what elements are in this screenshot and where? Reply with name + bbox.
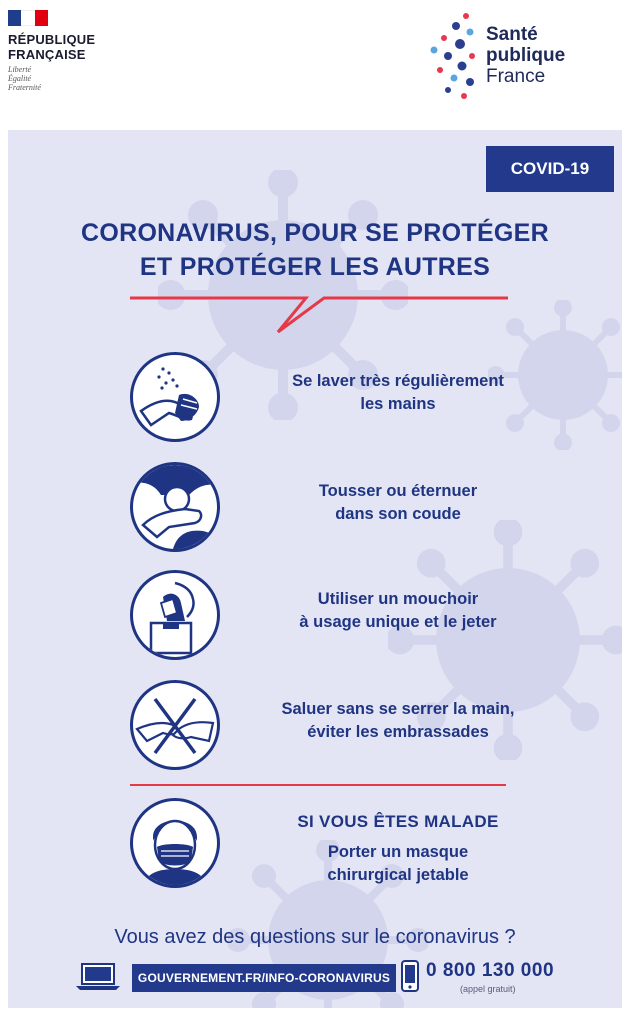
step-text: Saluer sans se serrer la main, éviter les embrassades — [281, 700, 515, 741]
header — [0, 0, 630, 125]
handwash-icon — [133, 355, 217, 439]
no-handshake-icon — [133, 683, 217, 767]
step-handwash — [8, 352, 622, 452]
step-icon-circle — [130, 352, 220, 442]
sante-publique-text: Santé publique France — [486, 24, 566, 87]
step-icon-circle — [130, 798, 220, 888]
step-no-handshake — [8, 680, 622, 780]
step-icon-circle — [130, 570, 220, 660]
speech-bubble-underline — [130, 290, 510, 336]
info-coronavirus-link[interactable]: GOUVERNEMENT.FR/INFO-CORONAVIRUS — [132, 964, 396, 992]
phone-icon — [400, 960, 420, 992]
phone-number[interactable]: 0 800 130 000 — [426, 960, 555, 981]
republique-francaise-logo — [8, 10, 95, 92]
french-flag-icon — [8, 10, 48, 26]
step-cough-elbow — [8, 462, 622, 562]
poster — [8, 130, 622, 1008]
step-text: Tousser ou éternuer dans son coude — [318, 482, 478, 523]
step-text: Utiliser un mouchoir à usage unique et le jeter — [299, 590, 497, 631]
republique-motto: Liberté Égalité Fraternité — [8, 65, 41, 92]
questions-text: Vous avez des questions sur le coronavirus ? — [114, 926, 516, 948]
step-text: Se laver très régulièrement les mains — [292, 372, 504, 413]
separator-line — [130, 784, 506, 786]
step-text: SI VOUS ÊTES MALADE Porter un masque chirurgical jetable — [297, 812, 499, 884]
sante-publique-dots-icon — [426, 10, 486, 102]
phone-note: (appel gratuit) — [460, 984, 516, 994]
laptop-icon — [74, 962, 122, 992]
step-icon-circle — [130, 680, 220, 770]
cough-elbow-icon — [133, 465, 217, 549]
sante-publique-france-logo — [426, 10, 616, 105]
step-mask — [8, 798, 622, 898]
tissue-icon — [133, 573, 217, 657]
step-icon-circle — [130, 462, 220, 552]
contact-bar — [8, 960, 622, 1004]
step-tissue — [8, 570, 622, 670]
poster-title: CORONAVIRUS, POUR SE PROTÉGER ET PROTÉGER LES AUTRES — [80, 219, 549, 281]
mask-icon — [133, 801, 217, 885]
republique-title: RÉPUBLIQUE FRANÇAISE — [8, 32, 96, 62]
covid-badge: COVID-19 — [486, 146, 614, 192]
